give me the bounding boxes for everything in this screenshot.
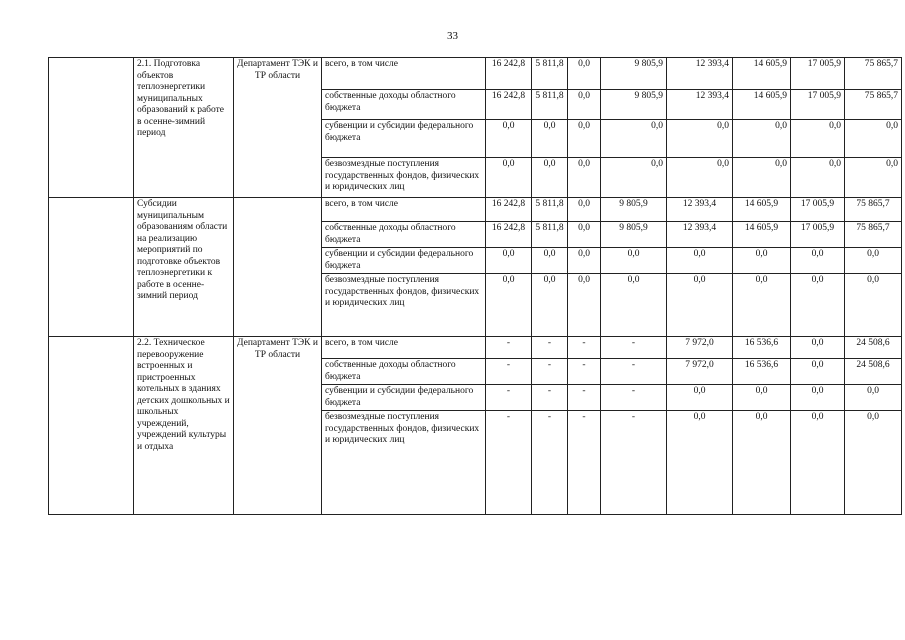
value-cell: 17 005,9 [791, 58, 845, 90]
value-cell: 0,0 [532, 158, 568, 198]
executor: Департамент ТЭК и ТР области [234, 337, 322, 515]
funding-source: всего, в том числе [322, 58, 486, 90]
value-cell: 0,0 [845, 248, 902, 274]
funding-source: всего, в том числе [322, 198, 486, 222]
value-cell: 0,0 [486, 248, 532, 274]
value-cell: 0,0 [667, 120, 733, 158]
value-cell: 0,0 [532, 248, 568, 274]
value-cell: 0,0 [733, 274, 791, 337]
measure-name: 2.1. Подготовка объектов теплоэнергетики муниципальных образований к работе в осенне-зимний период [134, 58, 234, 198]
funding-source: безвозмездные поступления государственных фондов, физических и юридических лиц [322, 411, 486, 515]
value-cell: 9 805,9 [601, 90, 667, 120]
value-cell: 0,0 [568, 120, 601, 158]
value-cell: 0,0 [791, 359, 845, 385]
value-cell: 0,0 [568, 158, 601, 198]
value-cell: 12 393,4 [667, 198, 733, 222]
value-cell: 0,0 [667, 274, 733, 337]
value-cell: 0,0 [845, 158, 902, 198]
blank-cell [49, 58, 134, 198]
table-row [49, 337, 902, 359]
funding-source: безвозмездные поступления государственных фондов, физических и юридических лиц [322, 274, 486, 337]
value-cell: 0,0 [791, 274, 845, 337]
value-cell: 0,0 [568, 248, 601, 274]
value-cell: 14 605,9 [733, 198, 791, 222]
value-cell: 9 805,9 [601, 222, 667, 248]
value-cell: 12 393,4 [667, 222, 733, 248]
value-cell: 0,0 [845, 385, 902, 411]
value-cell: 0,0 [733, 411, 791, 515]
value-cell: 0,0 [791, 337, 845, 359]
funding-source: субвенции и субсидии федерального бюджета [322, 248, 486, 274]
blank-cell [49, 198, 134, 337]
value-cell: 12 393,4 [667, 90, 733, 120]
funding-source: безвозмездные поступления государственных фондов, физических и юридических лиц [322, 158, 486, 198]
funding-source: всего, в том числе [322, 337, 486, 359]
value-cell: 0,0 [568, 90, 601, 120]
value-cell: 0,0 [568, 274, 601, 337]
value-cell: 0,0 [667, 411, 733, 515]
page-number: 33 [447, 30, 458, 42]
funding-source: субвенции и субсидии федерального бюджета [322, 120, 486, 158]
value-cell: - [532, 359, 568, 385]
value-cell: - [486, 359, 532, 385]
value-cell: 16 536,6 [733, 337, 791, 359]
value-cell: 0,0 [601, 158, 667, 198]
value-cell: 16 242,8 [486, 58, 532, 90]
value-cell: 75 865,7 [845, 90, 902, 120]
value-cell: - [601, 411, 667, 515]
value-cell: 0,0 [845, 120, 902, 158]
value-cell: 0,0 [667, 385, 733, 411]
value-cell: 14 605,9 [733, 58, 791, 90]
value-cell: 0,0 [845, 411, 902, 515]
value-cell: 0,0 [791, 411, 845, 515]
funding-source: субвенции и субсидии федерального бюджета [322, 385, 486, 411]
value-cell: 0,0 [791, 158, 845, 198]
funding-table [48, 57, 902, 515]
value-cell: 0,0 [845, 274, 902, 337]
value-cell: - [568, 385, 601, 411]
value-cell: 17 005,9 [791, 222, 845, 248]
value-cell: - [486, 337, 532, 359]
value-cell: 0,0 [601, 248, 667, 274]
value-cell: - [486, 385, 532, 411]
funding-source: собственные доходы областного бюджета [322, 90, 486, 120]
funding-source: собственные доходы областного бюджета [322, 222, 486, 248]
value-cell: - [601, 359, 667, 385]
measure-name: 2.2. Техническое перевооружение встроенных и пристроенных котельных в зданиях детских дошкольных и школьных учреждений, учреждений культуры и отдыха [134, 337, 234, 515]
blank-cell [49, 337, 134, 515]
value-cell: 17 005,9 [791, 90, 845, 120]
measure-name: Субсидии муниципальным образованиям области на реализацию мероприятий по подготовке объектов теплоэнергетики к работе в осенне-зимний период [134, 198, 234, 337]
value-cell: 5 811,8 [532, 90, 568, 120]
value-cell: 7 972,0 [667, 337, 733, 359]
value-cell: 17 005,9 [791, 198, 845, 222]
value-cell: 0,0 [486, 274, 532, 337]
table-row [49, 198, 902, 222]
executor: Департамент ТЭК и ТР области [234, 58, 322, 198]
value-cell: 0,0 [791, 120, 845, 158]
executor [234, 198, 322, 337]
value-cell: 0,0 [568, 58, 601, 90]
value-cell: - [532, 385, 568, 411]
value-cell: 9 805,9 [601, 58, 667, 90]
value-cell: 9 805,9 [601, 198, 667, 222]
value-cell: - [532, 337, 568, 359]
value-cell: - [568, 411, 601, 515]
value-cell: 0,0 [733, 158, 791, 198]
value-cell: 16 242,8 [486, 198, 532, 222]
value-cell: 75 865,7 [845, 198, 902, 222]
value-cell: 0,0 [601, 274, 667, 337]
value-cell: 14 605,9 [733, 222, 791, 248]
value-cell: 12 393,4 [667, 58, 733, 90]
value-cell: 16 536,6 [733, 359, 791, 385]
value-cell: 5 811,8 [532, 58, 568, 90]
value-cell: 0,0 [667, 158, 733, 198]
value-cell: 24 508,6 [845, 359, 902, 385]
value-cell: 0,0 [733, 248, 791, 274]
value-cell: - [601, 385, 667, 411]
value-cell: - [601, 337, 667, 359]
value-cell: 14 605,9 [733, 90, 791, 120]
funding-source: собственные доходы областного бюджета [322, 359, 486, 385]
value-cell: - [486, 411, 532, 515]
value-cell: 24 508,6 [845, 337, 902, 359]
value-cell: - [568, 359, 601, 385]
value-cell: 0,0 [532, 120, 568, 158]
value-cell: 16 242,8 [486, 90, 532, 120]
value-cell: 0,0 [791, 248, 845, 274]
value-cell: 0,0 [601, 120, 667, 158]
table-row [49, 58, 902, 90]
value-cell: 16 242,8 [486, 222, 532, 248]
value-cell: 0,0 [733, 120, 791, 158]
value-cell: 5 811,8 [532, 222, 568, 248]
value-cell: - [532, 411, 568, 515]
value-cell: 75 865,7 [845, 222, 902, 248]
value-cell: 5 811,8 [532, 198, 568, 222]
value-cell: 0,0 [532, 274, 568, 337]
value-cell: 0,0 [733, 385, 791, 411]
value-cell: 0,0 [568, 222, 601, 248]
value-cell: 0,0 [791, 385, 845, 411]
value-cell: 7 972,0 [667, 359, 733, 385]
value-cell: 0,0 [486, 158, 532, 198]
value-cell: 0,0 [568, 198, 601, 222]
value-cell: 0,0 [667, 248, 733, 274]
value-cell: - [568, 337, 601, 359]
value-cell: 75 865,7 [845, 58, 902, 90]
value-cell: 0,0 [486, 120, 532, 158]
